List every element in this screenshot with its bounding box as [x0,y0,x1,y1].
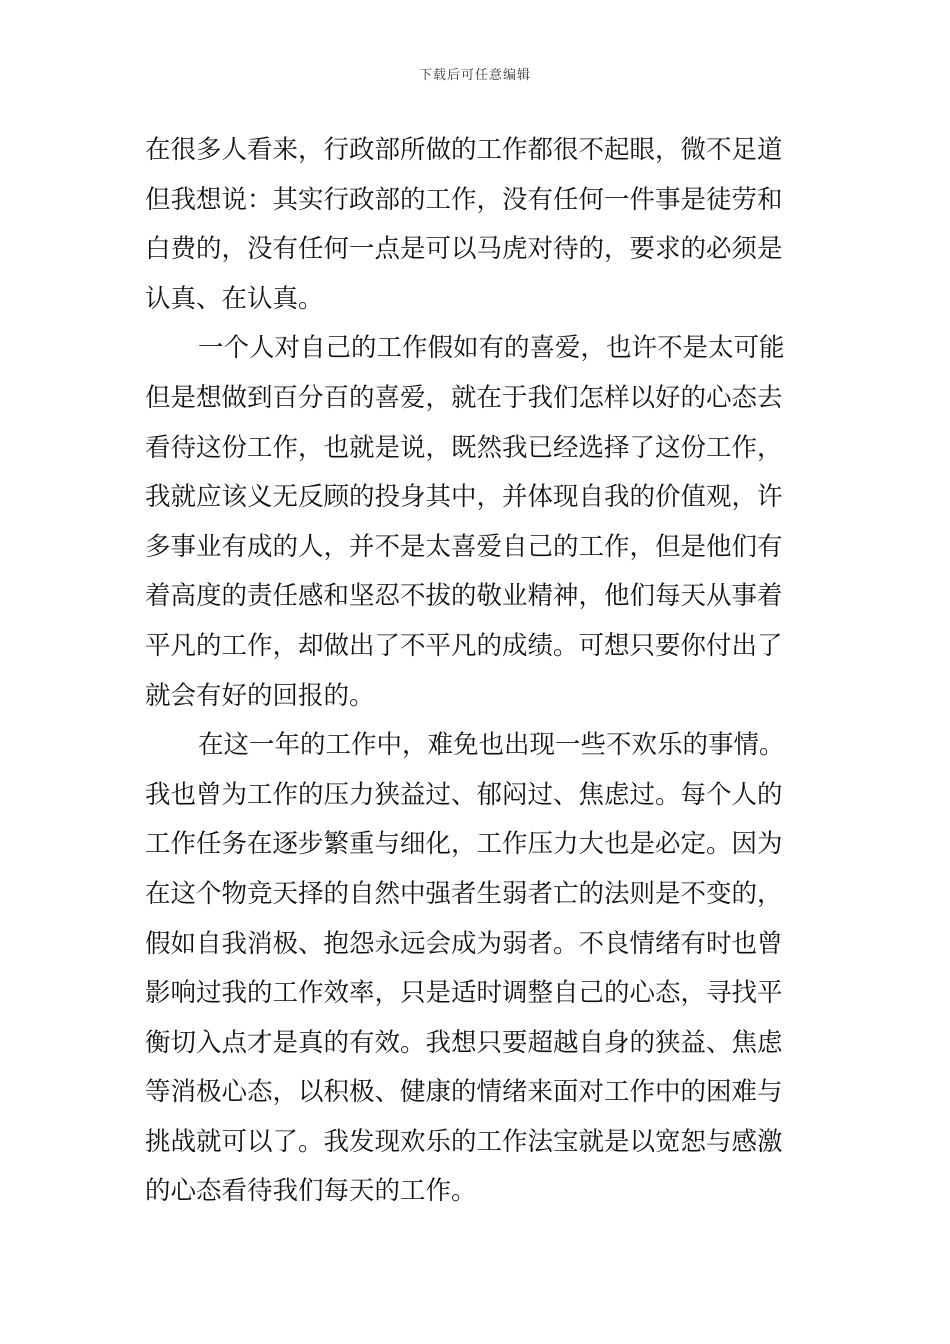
text-line: 但我想说：其实行政部的工作，没有任何一件事是徒劳和 [145,184,783,215]
text-line: 的心态看待我们每天的工作。 [145,1176,477,1207]
text-line: 工作任务在逐步繁重与细化，工作压力大也是必定。因为 [145,829,783,860]
text-line: 看待这份工作，也就是说，既然我已经选择了这份工作， [145,432,783,463]
text-line: 挑战就可以了。我发现欢乐的工作法宝就是以宽恕与感激 [145,1126,783,1157]
text-line: 我就应该义无反顾的投身其中，并体现自我的价值观，许 [145,482,783,513]
text-line: 平凡的工作，却做出了不平凡的成绩。可想只要你付出了 [145,630,783,661]
text-line: 影响过我的工作效率，只是适时调整自己的心态，寻找平 [145,978,783,1009]
text-line: 等消极心态，以积极、健康的情绪来面对工作中的困难与 [145,1077,783,1108]
text-line: 认真、在认真。 [145,283,324,314]
page-header: 下载后可任意编辑 [418,68,531,83]
text-line: 假如自我消极、抱怨永远会成为弱者。不良情绪有时也曾 [145,928,783,959]
paragraph-start-line: 一个人对自己的工作假如有的喜爱，也许不是太可能 [198,333,785,364]
text-line: 就会有好的回报的。 [145,680,375,711]
body-text [145,126,815,1217]
text-line: 着高度的责任感和坚忍不拔的敬业精神，他们每天从事着 [145,581,783,612]
text-line: 白费的，没有任何一点是可以马虎对待的，要求的必须是 [145,234,783,265]
text-line: 但是想做到百分百的喜爱，就在于我们怎样以好的心态去 [145,382,783,413]
text-line: 我也曾为工作的压力狭益过、郁闷过、焦虑过。每个人的 [145,779,783,810]
paragraph-start-line: 在这一年的工作中，难免也出现一些不欢乐的事情。 [198,730,785,761]
text-line: 在这个物竞天择的自然中强者生弱者亡的法则是不变的， [145,878,783,909]
text-line: 衡切入点才是真的有效。我想只要超越自身的狭益、焦虑 [145,1027,783,1058]
text-line: 在很多人看来，行政部所做的工作都很不起眼，微不足道 [145,135,783,165]
text-line: 多事业有成的人，并不是太喜爱自己的工作，但是他们有 [145,531,783,562]
